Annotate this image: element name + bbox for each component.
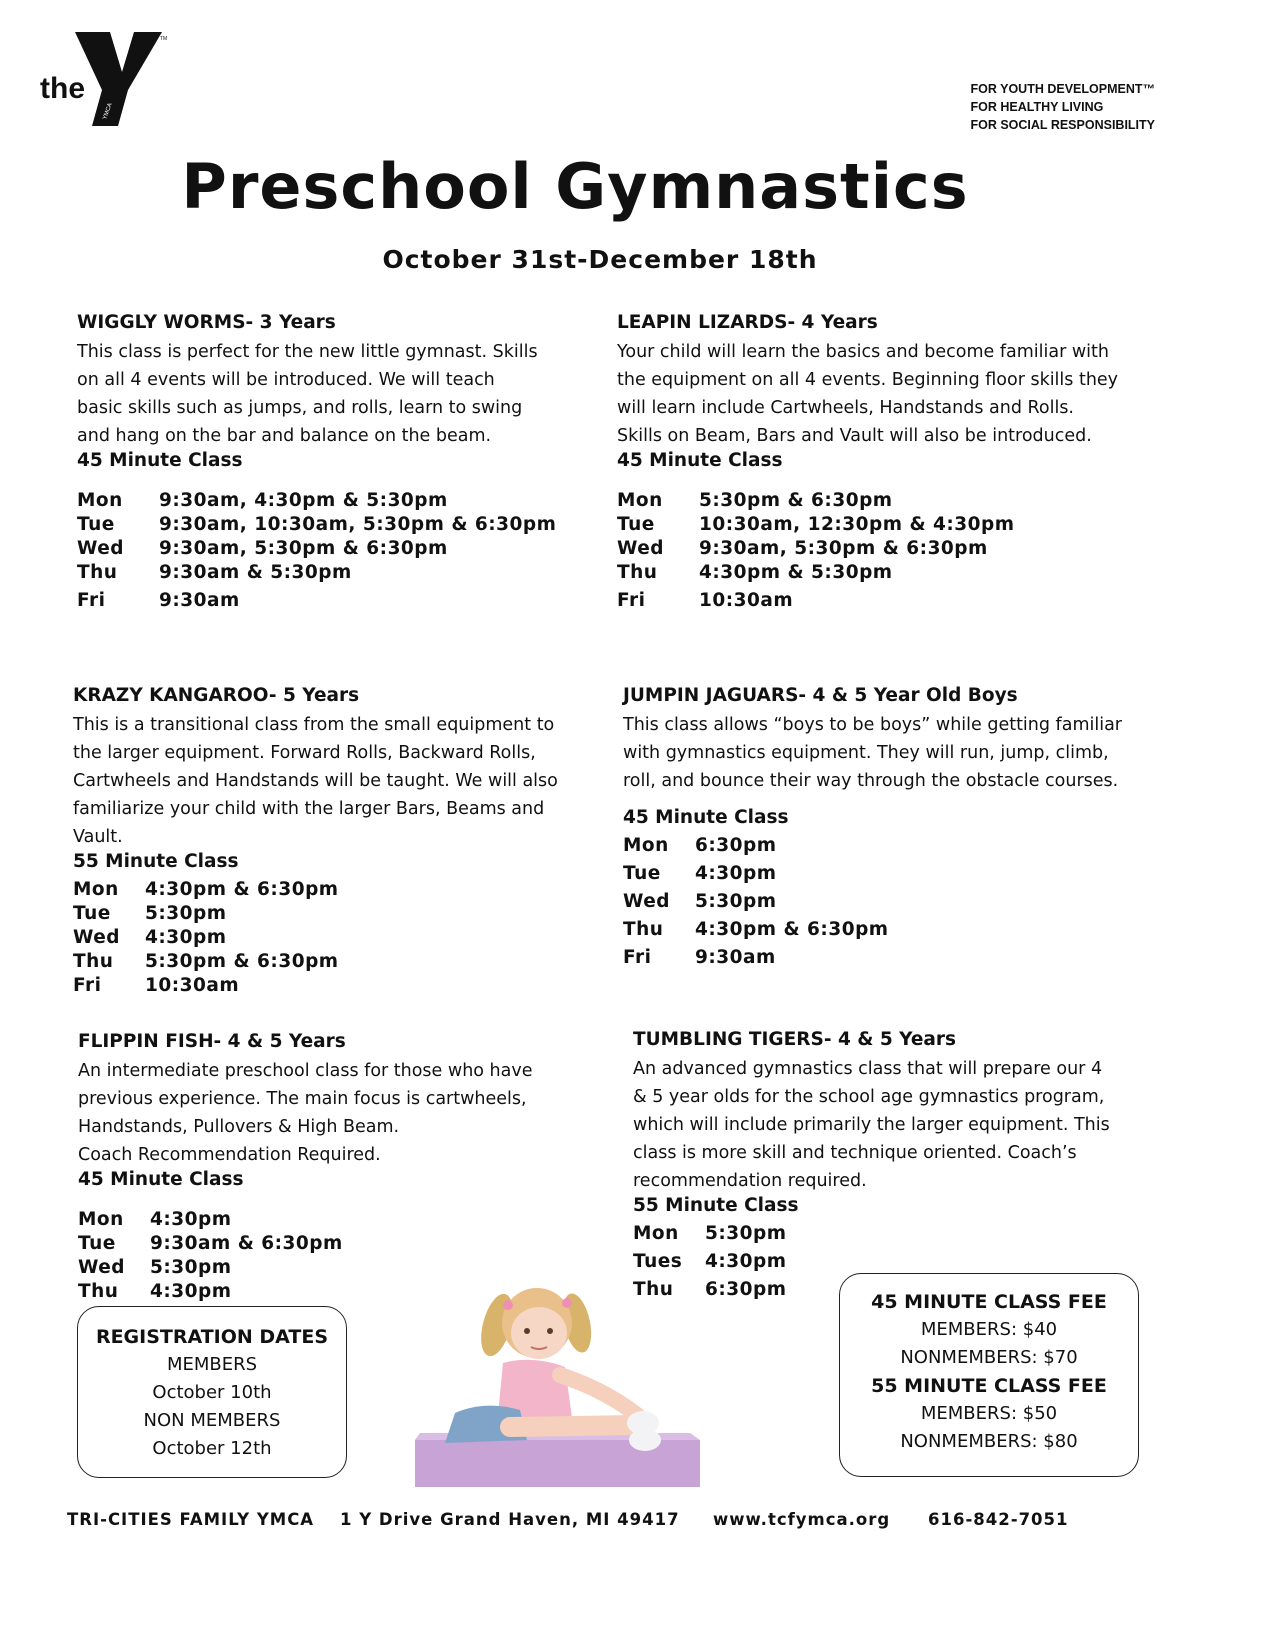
child-stretching-photo	[415, 1275, 705, 1490]
schedule-row	[77, 538, 556, 562]
schedule-times: 4:30pm	[150, 1209, 232, 1230]
tagline-line: FOR YOUTH DEVELOPMENT™	[970, 82, 1155, 96]
schedule-day: Tue	[73, 903, 111, 924]
schedule-row	[617, 590, 1118, 614]
schedule-times: 5:30pm	[150, 1257, 232, 1278]
schedule-row	[73, 951, 558, 975]
schedule-row	[78, 1233, 533, 1257]
schedule-day: Wed	[623, 891, 671, 912]
schedule-times: 4:30pm	[145, 927, 227, 948]
schedule-times: 10:30am	[699, 590, 794, 611]
class-duration: 55 Minute Class	[633, 1195, 799, 1216]
desc-line: Skills on Beam, Bars and Vault will also be introduced.	[617, 426, 1092, 446]
schedule-times: 10:30am, 12:30pm & 4:30pm	[699, 514, 1015, 535]
schedule-day: Thu	[623, 919, 664, 940]
schedule-day: Thu	[73, 951, 114, 972]
class-jumpin-jaguars	[623, 685, 1122, 975]
registration-line: NON MEMBERS	[143, 1410, 281, 1431]
schedule-day: Thu	[77, 562, 118, 583]
desc-line: Vault.	[73, 827, 123, 847]
class-duration: 45 Minute Class	[617, 450, 783, 471]
schedule-times: 4:30pm & 6:30pm	[145, 879, 339, 900]
schedule-times: 4:30pm & 6:30pm	[695, 919, 889, 940]
schedule-row	[623, 947, 1122, 975]
desc-line: Cartwheels and Handstands will be taught. We will also	[73, 771, 558, 791]
schedule-day: Wed	[73, 927, 121, 948]
schedule-times: 5:30pm	[705, 1223, 787, 1244]
class-description	[77, 338, 556, 450]
desc-line: basic skills such as jumps, and rolls, learn to swing	[77, 398, 523, 418]
logo-tm-text: TM	[160, 36, 168, 42]
schedule-times: 9:30am	[159, 590, 240, 611]
schedule-row	[73, 975, 558, 999]
tagline-line: FOR SOCIAL RESPONSIBILITY	[970, 118, 1155, 132]
footer-phone: 616-842-7051	[928, 1510, 1069, 1529]
tagline	[970, 80, 1155, 134]
schedule-times: 9:30am, 4:30pm & 5:30pm	[159, 490, 448, 511]
schedule-times: 4:30pm	[705, 1251, 787, 1272]
class-duration: 45 Minute Class	[78, 1169, 244, 1190]
class-tumbling-tigers	[633, 1029, 1110, 1307]
schedule-times: 9:30am, 5:30pm & 6:30pm	[159, 538, 448, 559]
schedule-row	[633, 1223, 1110, 1251]
schedule-day: Mon	[77, 490, 123, 511]
footer-website[interactable]: www.tcfymca.org	[713, 1510, 891, 1529]
class-description	[73, 711, 558, 851]
desc-line: the larger equipment. Forward Rolls, Backward Rolls,	[73, 743, 536, 763]
class-description	[633, 1055, 1110, 1195]
schedule-day: Tue	[617, 514, 655, 535]
schedule-row	[617, 538, 1118, 562]
schedule-day: Fri	[77, 590, 106, 611]
desc-line: with gymnastics equipment. They will run, jump, climb,	[623, 743, 1109, 763]
fee-box	[839, 1273, 1139, 1477]
footer-address: 1 Y Drive Grand Haven, MI 49417	[340, 1510, 680, 1529]
desc-line: This is a transitional class from the small equipment to	[73, 715, 555, 735]
schedule-row	[73, 927, 558, 951]
registration-line: October 12th	[152, 1438, 272, 1459]
class-title: JUMPIN JAGUARS- 4 & 5 Year Old Boys	[623, 685, 1018, 706]
schedule-row	[73, 879, 558, 903]
desc-line: An intermediate preschool class for those who have	[78, 1061, 533, 1081]
schedule-day: Thu	[633, 1279, 674, 1300]
schedule-day: Fri	[73, 975, 102, 996]
schedule-row	[73, 903, 558, 927]
schedule-times: 10:30am	[145, 975, 240, 996]
desc-line: class is more skill and technique oriented. Coach’s	[633, 1143, 1077, 1163]
registration-line: October 10th	[152, 1382, 272, 1403]
ymca-logo	[70, 30, 170, 130]
schedule-times: 9:30am, 5:30pm & 6:30pm	[699, 538, 988, 559]
desc-line: recommendation required.	[633, 1171, 867, 1191]
class-flippin-fish	[78, 1031, 533, 1305]
class-title: KRAZY KANGAROO- 5 Years	[73, 685, 360, 706]
schedule-day: Thu	[617, 562, 658, 583]
registration-line: MEMBERS	[166, 1354, 258, 1375]
logo-the-text: the	[40, 72, 85, 105]
fee-heading-45: 45 MINUTE CLASS FEE	[871, 1291, 1107, 1313]
schedule-day: Mon	[633, 1223, 679, 1244]
schedule-day: Mon	[78, 1209, 124, 1230]
tagline-line: FOR HEALTHY LIVING	[970, 100, 1104, 114]
desc-line: An advanced gymnastics class that will prepare our 4	[633, 1059, 1103, 1079]
class-title: FLIPPIN FISH- 4 & 5 Years	[78, 1031, 346, 1052]
desc-line: the equipment on all 4 events. Beginning floor skills they	[617, 370, 1119, 390]
schedule-times: 6:30pm	[695, 835, 777, 856]
page-title: Preschool Gymnastics	[181, 150, 969, 223]
fee-nonmembers-55: NONMEMBERS: $80	[900, 1431, 1078, 1452]
schedule-times: 5:30pm & 6:30pm	[145, 951, 339, 972]
footer-org: TRI-CITIES FAMILY YMCA	[67, 1510, 315, 1529]
fee-heading-55: 55 MINUTE CLASS FEE	[871, 1375, 1107, 1397]
session-dates: October 31st-December 18th	[382, 245, 818, 274]
fee-members-45: MEMBERS: $40	[920, 1319, 1058, 1340]
class-description	[78, 1057, 533, 1169]
schedule-row	[77, 590, 556, 614]
schedule-times: 5:30pm & 6:30pm	[699, 490, 893, 511]
schedule-row	[77, 490, 556, 514]
schedule-times: 9:30am & 5:30pm	[159, 562, 352, 583]
schedule-row	[617, 562, 1118, 590]
schedule-day: Tue	[77, 514, 115, 535]
schedule-row	[623, 835, 1122, 863]
class-title: LEAPIN LIZARDS- 4 Years	[617, 312, 878, 333]
logo-ymca-text: YMCA	[102, 102, 114, 121]
schedule-times: 4:30pm	[150, 1281, 232, 1302]
schedule-day: Mon	[623, 835, 669, 856]
schedule-day: Tues	[633, 1251, 683, 1272]
schedule-row	[617, 514, 1118, 538]
class-description	[617, 338, 1118, 450]
schedule-row	[623, 919, 1122, 947]
schedule-row	[77, 514, 556, 538]
schedule-day: Thu	[78, 1281, 119, 1302]
schedule-times: 5:30pm	[145, 903, 227, 924]
schedule-times: 5:30pm	[695, 891, 777, 912]
schedule-times: 6:30pm	[705, 1279, 787, 1300]
desc-line: This class is perfect for the new little gymnast. Skills	[77, 342, 538, 362]
registration-box	[77, 1306, 347, 1478]
class-wiggly-worms	[77, 312, 556, 614]
schedule-row	[78, 1209, 533, 1233]
class-title: TUMBLING TIGERS- 4 & 5 Years	[633, 1029, 957, 1050]
schedule-times: 4:30pm	[695, 863, 777, 884]
schedule-day: Fri	[617, 590, 646, 611]
schedule-day: Mon	[617, 490, 663, 511]
desc-line: and hang on the bar and balance on the beam.	[77, 426, 492, 446]
schedule-day: Fri	[623, 947, 652, 968]
schedule-times: 9:30am & 6:30pm	[150, 1233, 343, 1254]
class-description	[623, 711, 1122, 795]
session-dates-wrap	[0, 245, 1275, 274]
schedule-row	[623, 891, 1122, 919]
schedule-times: 4:30pm & 5:30pm	[699, 562, 893, 583]
desc-line: This class allows “boys to be boys” while getting familiar	[623, 715, 1122, 735]
desc-line: will learn include Cartwheels, Handstands and Rolls.	[617, 398, 1074, 418]
desc-line: previous experience. The main focus is cartwheels,	[78, 1089, 527, 1109]
desc-line: & 5 year olds for the school age gymnastics program,	[633, 1087, 1105, 1107]
class-duration: 55 Minute Class	[73, 851, 239, 872]
desc-line: Your child will learn the basics and become familiar with	[617, 342, 1109, 362]
desc-line: Coach Recommendation Required.	[78, 1145, 381, 1165]
fee-nonmembers-45: NONMEMBERS: $70	[900, 1347, 1078, 1368]
schedule-day: Tue	[78, 1233, 116, 1254]
schedule-day: Wed	[77, 538, 125, 559]
desc-line: roll, and bounce their way through the obstacle courses.	[623, 771, 1119, 791]
schedule-day: Wed	[78, 1257, 126, 1278]
schedule-times: 9:30am, 10:30am, 5:30pm & 6:30pm	[159, 514, 557, 535]
schedule-times: 9:30am	[695, 947, 776, 968]
desc-line: Handstands, Pullovers & High Beam.	[78, 1117, 400, 1137]
desc-line: familiarize your child with the larger Bars, Beams and	[73, 799, 545, 819]
schedule-row	[77, 562, 556, 590]
schedule-day: Tue	[623, 863, 661, 884]
desc-line: which will include primarily the larger equipment. This	[633, 1115, 1110, 1135]
schedule-row	[617, 490, 1118, 514]
desc-line: on all 4 events will be introduced. We will teach	[77, 370, 495, 390]
registration-heading: REGISTRATION DATES	[95, 1326, 329, 1348]
class-leapin-lizards	[617, 312, 1118, 614]
class-title: WIGGLY WORMS- 3 Years	[77, 312, 336, 333]
class-duration: 45 Minute Class	[623, 807, 789, 828]
class-duration: 45 Minute Class	[77, 450, 243, 471]
class-krazy-kangaroo	[73, 685, 558, 999]
schedule-row	[623, 863, 1122, 891]
schedule-day: Wed	[617, 538, 665, 559]
fee-members-55: MEMBERS: $50	[920, 1403, 1058, 1424]
page-title-wrap	[0, 150, 1275, 223]
schedule-day: Mon	[73, 879, 119, 900]
